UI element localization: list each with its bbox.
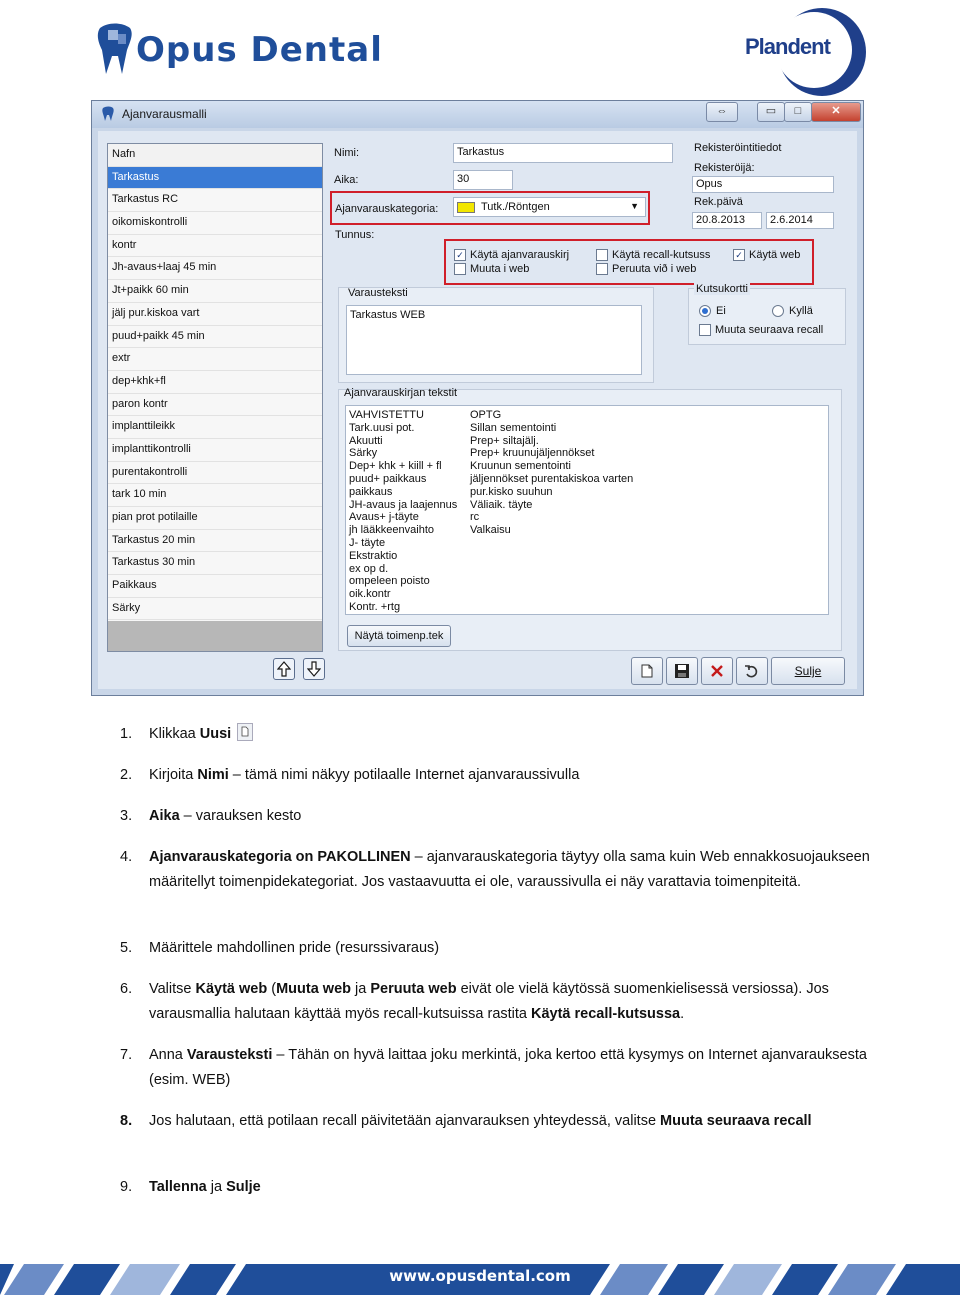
checkbox-highlight-box xyxy=(444,239,814,285)
use-booking-label: Käytä ajanvarauskirj xyxy=(470,249,570,261)
time-label: Aika: xyxy=(334,174,359,186)
appointment-template-window xyxy=(91,100,864,696)
change-web-checkbox[interactable] xyxy=(454,263,529,275)
new-document-icon xyxy=(237,723,253,741)
booking-text-item: Ekstraktio xyxy=(349,549,398,562)
booking-text-col1 xyxy=(349,409,469,614)
step-number: 3. xyxy=(120,808,133,824)
partner-logo: Plandent xyxy=(745,34,830,59)
checkbox-checked-icon: ✓ xyxy=(733,249,745,261)
booking-text-item: paikkaus xyxy=(349,485,393,498)
change-recall-checkbox[interactable] xyxy=(699,324,823,336)
delete-x-icon xyxy=(710,664,724,678)
reg-date-field: 20.8.2013 xyxy=(692,212,762,229)
step-number: 9. xyxy=(120,1179,133,1195)
ajanvarauskirja-title: Ajanvarauskirjan tekstit xyxy=(344,387,458,399)
new-document-icon xyxy=(641,664,653,678)
booking-text-item: jh lääkkeenvaihto xyxy=(349,524,435,537)
step-number: 4. xyxy=(120,849,133,865)
list-item[interactable]: purentakontrolli xyxy=(108,462,322,485)
step-text: Klikkaa Uusi xyxy=(149,722,889,747)
change-web-label: Muuta i web xyxy=(470,263,530,275)
kutsukortti-no-radio[interactable] xyxy=(699,305,726,317)
step-text: Anna Varausteksti – Tähän on hyvä laittaa joku merkintä, joka kertoo että kysymys on Internet ajanvarauksesta (esim. WEB) xyxy=(149,1047,867,1088)
footer-url[interactable]: www.opusdental.com xyxy=(389,1267,571,1285)
undo-button[interactable] xyxy=(736,657,768,685)
step-number: 6. xyxy=(120,981,133,997)
use-recall-checkbox[interactable] xyxy=(596,249,710,261)
change-recall-label: Muuta seuraava recall xyxy=(715,324,824,336)
close-button[interactable]: Sulje xyxy=(771,657,845,685)
mod-date-field: 2.6.2014 xyxy=(766,212,834,229)
window-title-bar xyxy=(92,101,863,128)
checkbox-checked-icon: ✓ xyxy=(454,249,466,261)
list-item[interactable]: dep+khk+fl xyxy=(108,371,322,394)
booking-text-item: Prep+ siltajälj. xyxy=(470,434,539,447)
use-web-checkbox[interactable] xyxy=(733,249,800,261)
reg-date-label: Rek.päivä xyxy=(694,196,743,208)
booking-text-item: Kontr. +rtg xyxy=(349,600,401,613)
name-field[interactable]: Tarkastus xyxy=(453,143,673,163)
window-resize-button[interactable]: ⇔ xyxy=(706,102,738,122)
booking-text-item: ex op d. xyxy=(349,562,389,575)
list-item[interactable]: pian prot potilaille xyxy=(108,507,322,530)
booking-text-item: ompeleen poisto xyxy=(349,575,430,588)
floppy-disk-icon xyxy=(674,663,690,679)
list-item[interactable]: Tarkastus RC xyxy=(108,189,322,212)
window-title: Ajanvarausmalli xyxy=(122,107,207,121)
list-item[interactable]: implanttileikk xyxy=(108,416,322,439)
step-text: Tallenna ja Sulje xyxy=(149,1179,261,1195)
booking-text-item: Valkaisu xyxy=(470,524,511,537)
list-item[interactable]: Tarkastus 20 min xyxy=(108,530,322,553)
step-text: Määrittele mahdollinen pride (resurssivaraus) xyxy=(149,940,440,956)
list-item[interactable]: oikomiskontrolli xyxy=(108,212,322,235)
list-item[interactable]: jälj pur.kiskoa vart xyxy=(108,303,322,326)
kutsukortti-yes-label: Kyllä xyxy=(789,305,813,317)
list-item[interactable]: Tarkastus 30 min xyxy=(108,552,322,575)
booking-text-item: Sillan sementointi xyxy=(470,421,557,434)
time-field[interactable]: 30 xyxy=(453,170,513,190)
list-item[interactable]: tark 10 min xyxy=(108,484,322,507)
varausteksti-field[interactable]: Tarkastus WEB xyxy=(346,305,642,375)
booking-text-item: Avaus+ j-täyte xyxy=(349,511,419,524)
checkbox-unchecked-icon xyxy=(699,324,711,336)
use-recall-label: Käytä recall-kutsuss xyxy=(612,249,711,261)
booking-text-item: J- täyte xyxy=(349,536,386,549)
registration-title: Rekisteröintitiedot xyxy=(694,142,782,154)
delete-button[interactable] xyxy=(701,657,733,685)
step-number: 5. xyxy=(120,940,133,956)
move-up-button[interactable] xyxy=(273,658,295,680)
registrar-field: Opus xyxy=(692,176,834,193)
window-close-button[interactable]: ✕ xyxy=(811,102,861,122)
booking-text-item: JH-avaus ja laajennus xyxy=(349,498,458,511)
move-down-button[interactable] xyxy=(303,658,325,680)
booking-text-item: VAHVISTETTU xyxy=(349,409,424,421)
list-header[interactable]: Nafn xyxy=(108,144,322,167)
booking-text-item: OPTG xyxy=(470,409,502,421)
list-item[interactable]: paron kontr xyxy=(108,394,322,417)
tunnus-label: Tunnus: xyxy=(335,229,375,241)
category-value: Tutk./Röntgen xyxy=(481,201,550,213)
step-number: 7. xyxy=(120,1047,133,1063)
booking-text-item: Dep+ khk + kiill + fl xyxy=(349,460,442,473)
window-client-area xyxy=(98,131,857,689)
booking-text-item: oik.kontr xyxy=(349,588,391,601)
step-number: 2. xyxy=(120,767,133,783)
list-item[interactable]: Jh-avaus+laaj 45 min xyxy=(108,257,322,280)
varausteksti-title: Varausteksti xyxy=(348,287,408,299)
step-number: 1. xyxy=(120,726,133,742)
kutsukortti-title: Kutsukortti xyxy=(696,283,748,295)
arrow-up-icon xyxy=(277,661,291,677)
list-item[interactable]: Jt+paikk 60 min xyxy=(108,280,322,303)
list-item[interactable]: Tarkastus xyxy=(108,167,322,190)
step-text: Aika – varauksen kesto xyxy=(149,808,302,824)
undo-icon xyxy=(744,664,760,678)
name-label: Nimi: xyxy=(334,147,360,159)
list-item[interactable]: implanttikontrolli xyxy=(108,439,322,462)
brand-name: Opus Dental xyxy=(136,30,383,70)
booking-text-item: Väliaik. täyte xyxy=(470,498,533,511)
booking-text-item: pur.kisko suuhun xyxy=(470,485,553,498)
use-booking-checkbox[interactable] xyxy=(454,249,569,261)
booking-text-col2 xyxy=(470,409,670,537)
list-item[interactable]: Paikkaus xyxy=(108,575,322,598)
step-number: 8. xyxy=(120,1113,133,1129)
chevron-down-icon: ▼ xyxy=(630,201,639,211)
category-select[interactable] xyxy=(453,197,646,217)
tooth-logo-icon xyxy=(94,22,134,78)
list-empty-area xyxy=(108,621,322,651)
booking-text-item: Prep+ kruunujäljennökset xyxy=(470,447,595,460)
step-text: Valitse Käytä web (Muuta web ja Peruuta web eivät ole vielä käytössä suomenkielisessä versiossa). Jos varausmallia halutaan käyttää myös recall-kutsuissa rastita Käytä recall-kutsussa. xyxy=(149,981,829,1022)
checkbox-unchecked-icon xyxy=(596,249,608,261)
booking-texts-box[interactable] xyxy=(345,405,829,615)
template-list xyxy=(107,143,323,652)
booking-text-item: Kruunun sementointi xyxy=(470,460,571,473)
list-item[interactable]: puud+paikk 45 min xyxy=(108,326,322,349)
window-maximize-button[interactable]: □ xyxy=(784,102,812,122)
window-minimize-button[interactable]: ▭ xyxy=(757,102,785,122)
cancel-web-checkbox[interactable] xyxy=(596,263,696,275)
list-item[interactable]: kontr xyxy=(108,235,322,258)
step-text: Jos halutaan, että potilaan recall päivitetään ajanvarauksen yhteydessä, valitse Muuta seuraava recall xyxy=(149,1113,812,1129)
step-text: Kirjoita Nimi – tämä nimi näkyy potilaalle Internet ajanvaraussivulla xyxy=(149,767,580,783)
registrar-label: Rekisteröijä: xyxy=(694,162,755,174)
category-color-swatch xyxy=(457,202,475,213)
radio-selected-icon xyxy=(699,305,711,317)
booking-text-item: rc xyxy=(470,511,480,524)
list-item[interactable]: Särky xyxy=(108,598,322,621)
category-label: Ajanvarauskategoria: xyxy=(335,203,439,215)
app-icon xyxy=(100,106,116,122)
show-procedure-texts-button[interactable]: Näytä toimenp.tek xyxy=(347,625,451,647)
arrow-down-icon xyxy=(307,661,321,677)
save-button[interactable] xyxy=(666,657,698,685)
booking-text-item: Tark.uusi pot. xyxy=(349,421,415,434)
step-text: Ajanvarauskategoria on PAKOLLINEN – ajanvarauskategoria täytyy olla sama kuin Web ennakkosuojaukseen määritellyt toimenpidekategoriat. Jos vastaavuutta ei ole, varaussivulla ei näy varattavia toimenpiteitä. xyxy=(149,849,870,890)
cancel-web-label: Peruuta við i web xyxy=(612,263,697,275)
use-web-label: Käytä web xyxy=(749,249,801,261)
kutsukortti-yes-radio[interactable] xyxy=(772,305,813,317)
checkbox-unchecked-icon xyxy=(596,263,608,275)
booking-text-item: Akuutti xyxy=(349,434,383,447)
booking-text-item: puud+ paikkaus xyxy=(349,472,427,485)
list-item[interactable]: extr xyxy=(108,348,322,371)
booking-text-item: jäljennökset purentakiskoa varten xyxy=(470,472,634,485)
booking-text-item: Särky xyxy=(349,447,378,460)
radio-unselected-icon xyxy=(772,305,784,317)
opus-dental-logo xyxy=(94,22,383,78)
new-button[interactable] xyxy=(631,657,663,685)
checkbox-unchecked-icon xyxy=(454,263,466,275)
kutsukortti-no-label: Ei xyxy=(716,305,726,317)
